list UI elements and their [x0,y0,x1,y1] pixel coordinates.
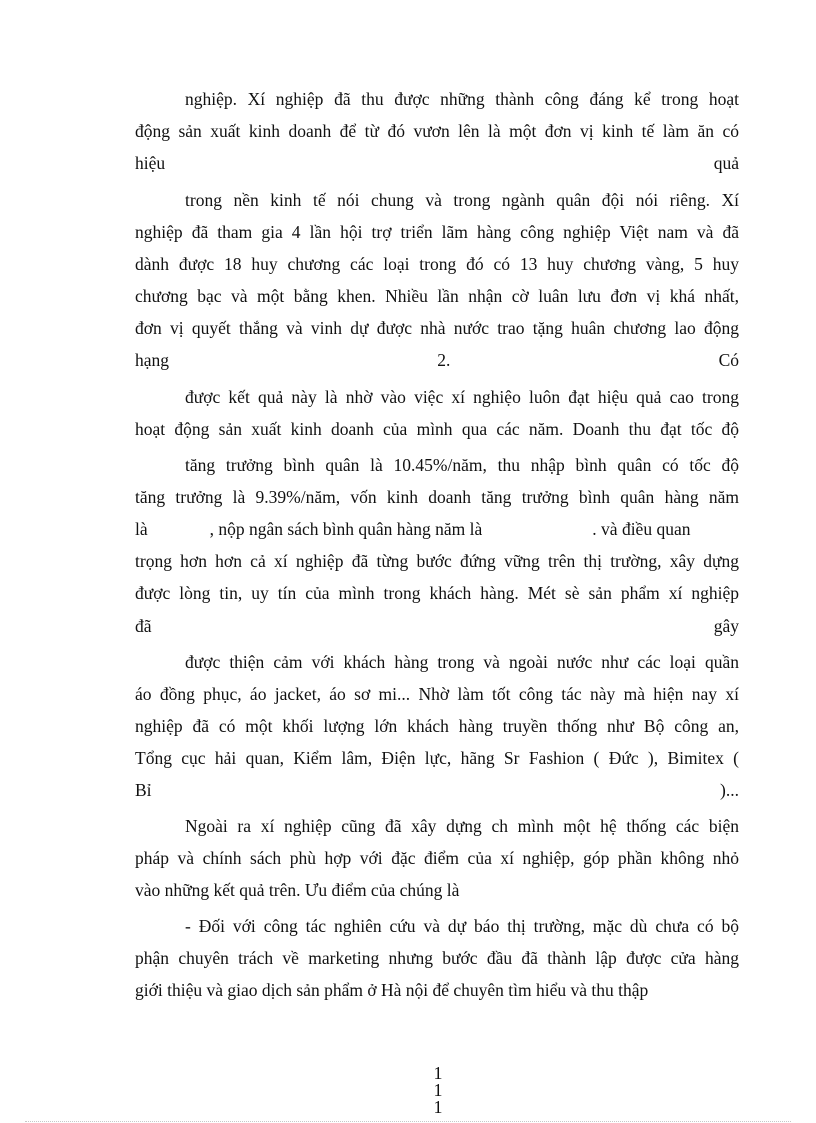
text-line: được kết quả này là nhờ vào việc xí nghiệo luôn đạt hiệu quả cao trong [185,387,739,407]
text-fragment: là [135,519,148,539]
text-line: trong nền kinh tế nói chung và trong ngành quân đội nói riêng. Xí [185,190,739,210]
text-line: trọng hơn hơn cả xí nghiệp đã từng bước đứng vững trên thị trường, xây dựng [135,551,739,571]
text-line: dành được 18 huy chương các loại trong đó có 13 huy chương vàng, 5 huy [135,254,739,274]
text-fragment: Có [718,350,739,370]
page-number-digit: 1 [433,1080,443,1100]
text-line: nghiệp đã tham gia 4 lần hội trợ triển lãm hàng công nghiệp Việt nam và đã [135,222,739,242]
text-fragment: hiệu [135,153,166,173]
text-line [135,347,739,373]
text-fragment: gây [713,616,739,636]
text-line: chương bạc và một bằng khen. Nhiều lần nhận cờ luân lưu đơn vị khá nhất, [135,286,739,306]
text-line: nghiệp đã có một khối lượng lớn khách hàng truyền thống như Bộ công an, [135,716,739,736]
text-line: động sản xuất kinh doanh để từ đó vươn lên là một đơn vị kinh tế làm ăn có [135,121,739,141]
text-line: đơn vị quyết thắng và vinh dự được nhà nước trao tặng huân chương lao động [135,318,739,338]
text-line: Tổng cục hải quan, Kiểm lâm, Điện lực, hãng Sr Fashion ( Đức ), Bimitex ( [135,748,739,768]
text-fragment: 2. [437,350,451,370]
text-line: được thiện cảm với khách hàng trong và ngoài nước như các loại quần [185,652,739,672]
text-line: tăng trưởng bình quân là 10.45%/năm, thu nhập bình quân có tốc độ [185,455,739,475]
text-line: vào những kết quả trên. Ưu điểm của chúng là [135,880,460,900]
text-line: Ngoài ra xí nghiệp cũng đã xây dựng ch mình một hệ thống các biện [185,816,739,836]
text-fragment: . và điều quan [592,519,691,539]
text-line: nghiệp. Xí nghiệp đã thu được những thành công đáng kể trong hoạt [185,89,739,109]
text-line: áo đồng phục, áo jacket, áo sơ mi... Nhờ làm tốt công tác này mà hiện nay xí [135,684,739,704]
text-line [135,613,739,639]
text-line: - Đối với công tác nghiên cứu và dự báo thị trường, mặc dù chưa có bộ [185,916,739,936]
text-fragment: quả [713,153,739,173]
text-fragment: Bỉ [135,780,152,800]
text-fragment: )... [720,780,739,800]
text-line: giới thiệu và giao dịch sản phẩm ở Hà nội để chuyên tìm hiểu và thu thập [135,980,649,1000]
text-line [135,150,739,176]
text-fragment: , nộp ngân sách bình quân hàng năm là [209,519,483,539]
text-line: phận chuyên trách về marketing nhưng bước đầu đã thành lập được cửa hàng [135,948,739,968]
text-line: tăng trưởng là 9.39%/năm, vốn kinh doanh tăng trưởng bình quân hàng năm [135,487,739,507]
text-line: hoạt động sản xuất kinh doanh của mình qua các năm. Doanh thu đạt tốc độ [135,419,739,439]
text-line [135,516,739,542]
text-fragment: đã [135,616,152,636]
text-line: pháp và chính sách phù hợp với đặc điểm của xí nghiệp, góp phần không nhỏ [135,848,739,868]
footer-divider [25,1121,791,1122]
text-line [135,777,739,803]
page-number-digit: 1 [433,1097,443,1117]
page-number-digit: 1 [433,1063,443,1083]
text-line: được lòng tin, uy tín của mình trong khách hàng. Mét sè sản phẩm xí nghiệp [135,583,739,603]
text-fragment: hạng [135,350,170,370]
